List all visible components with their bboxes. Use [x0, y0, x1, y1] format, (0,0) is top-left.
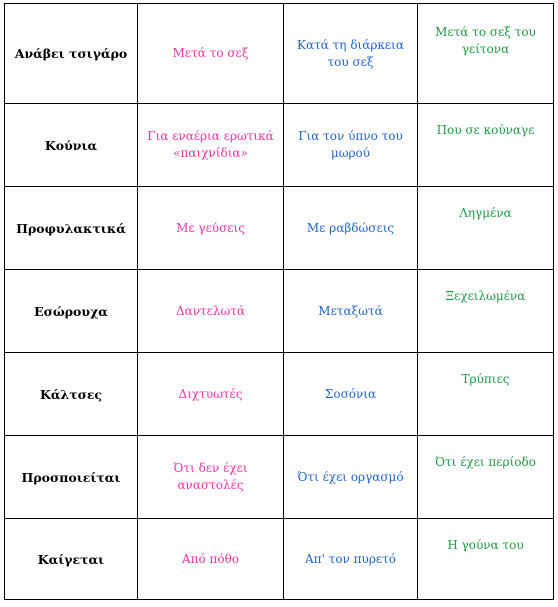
- pink-cell: Διχτυωτές: [137, 352, 284, 436]
- green-cell: Τρύπιες: [417, 352, 554, 436]
- row-label: Εσώρουχα: [4, 269, 138, 353]
- green-cell: Ξεχειλωμένα: [417, 269, 554, 353]
- pink-cell: Με γεύσεις: [137, 186, 284, 270]
- green-cell: Ληγμένα: [417, 186, 554, 270]
- blue-cell: Μεταξωτά: [283, 269, 418, 353]
- blue-cell: Με ραβδώσεις: [283, 186, 418, 270]
- blue-cell: Ότι έχει οργασμό: [283, 435, 418, 519]
- pink-cell: Για εναέρια ερωτικά «παιχνίδια»: [137, 103, 284, 187]
- pink-cell: Μετά το σεξ: [137, 3, 284, 104]
- row-label: Κούνια: [4, 103, 138, 187]
- pink-cell: Από πόθο: [137, 518, 284, 600]
- row-label: Προσποιείται: [4, 435, 138, 519]
- blue-cell: Απ' τον πυρετό: [283, 518, 418, 600]
- blue-cell: Κατά τη διάρκεια του σεξ: [283, 3, 418, 104]
- row-label: Προφυλακτικά: [4, 186, 138, 270]
- row-label: Καίγεται: [4, 518, 138, 600]
- green-cell: Ότι έχει περίοδο: [417, 435, 554, 519]
- blue-cell: Σοσόνια: [283, 352, 418, 436]
- blue-cell: Για τον ύπνο του μωρού: [283, 103, 418, 187]
- green-cell: Που σε κούναγε: [417, 103, 554, 187]
- row-label: Κάλτσες: [4, 352, 138, 436]
- comparison-table: [4, 3, 554, 603]
- green-cell: Μετά το σεξ του γείτονα: [417, 3, 554, 104]
- pink-cell: Δαντελωτά: [137, 269, 284, 353]
- green-cell: Η γούνα του: [417, 518, 554, 600]
- pink-cell: Ότι δεν έχει αναστολές: [137, 435, 284, 519]
- row-label: Ανάβει τσιγάρο: [4, 3, 138, 104]
